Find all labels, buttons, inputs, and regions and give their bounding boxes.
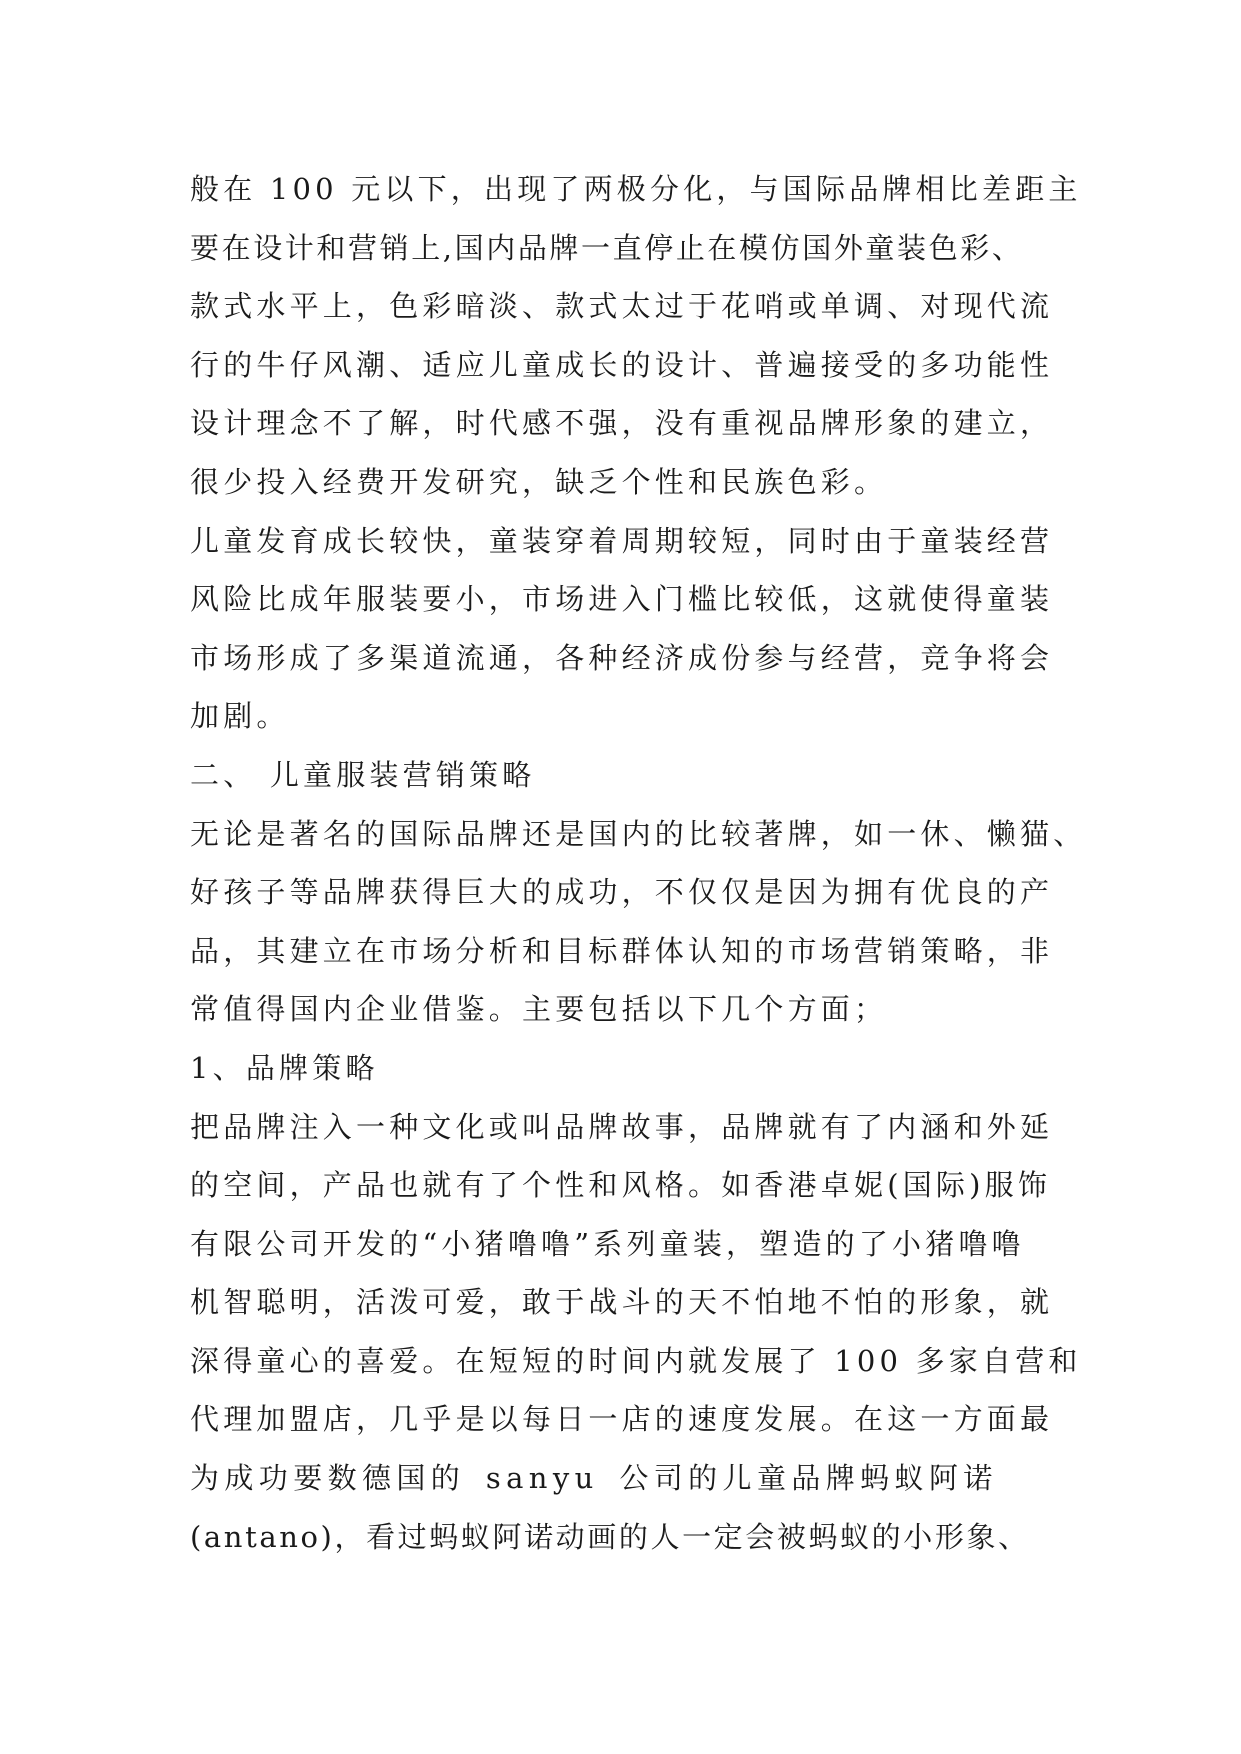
subheading-brand-strategy: 1、品牌策略 [190, 1050, 379, 1085]
document-body [190, 160, 1090, 1566]
text-line-17: 把品牌注入一种文化或叫品牌故事，品牌就有了内涵和外延 [190, 1109, 1054, 1144]
text-line-22: 代理加盟店，几乎是以每日一店的速度发展。在这一方面最 [190, 1402, 1054, 1437]
text-line-2: 要在设计和营销上,国内品牌一直停止在模仿国外童装色彩、 [190, 230, 1024, 265]
text-line-15: 常值得国内企业借鉴。主要包括以下几个方面； [190, 992, 888, 1027]
text-line-7: 儿童发育成长较快，童装穿着周期较短，同时由于童装经营 [190, 523, 1054, 558]
text-line-18: 的空间，产品也就有了个性和风格。如香港卓妮(国际)服饰 [190, 1168, 1052, 1203]
text-line-21: 深得童心的喜爱。在短短的时间内就发展了 100 多家自营和 [190, 1343, 1082, 1378]
text-line-19: 有限公司开发的“小猪噜噜”系列童装，塑造的了小猪噜噜 [190, 1226, 1025, 1261]
text-line-4: 行的牛仔风潮、适应儿童成长的设计、普遍接受的多功能性 [190, 347, 1054, 382]
text-line-13: 好孩子等品牌获得巨大的成功，不仅仅是因为拥有优良的产 [190, 875, 1054, 910]
text-line-12: 无论是著名的国际品牌还是国内的比较著牌，如一休、懒猫、 [190, 816, 1087, 851]
section-heading-marketing-strategy: 二、 儿童服装营销策略 [190, 757, 536, 792]
text-line-6: 很少投入经费开发研究，缺乏个性和民族色彩。 [190, 464, 888, 499]
text-line-1: 般在 100 元以下，出现了两极分化，与国际品牌相比差距主 [190, 172, 1082, 206]
text-line-20: 机智聪明，活泼可爱，敢于战斗的天不怕地不怕的形象，就 [190, 1285, 1054, 1320]
text-line-24: (antano)，看过蚂蚁阿诺动画的人一定会被蚂蚁的小形象、 [190, 1519, 1030, 1554]
text-line-8: 风险比成年服装要小，市场进入门槛比较低，这就使得童装 [190, 582, 1054, 617]
text-line-10: 加剧。 [190, 699, 290, 734]
text-line-9: 市场形成了多渠道流通，各种经济成份参与经营，竞争将会 [190, 640, 1054, 675]
text-line-23: 为成功要数德国的 sanyu 公司的儿童品牌蚂蚁阿诺 [190, 1461, 998, 1496]
text-line-5: 设计理念不了解，时代感不强，没有重视品牌形象的建立， [190, 406, 1054, 441]
text-line-14: 品，其建立在市场分析和目标群体认知的市场营销策略，非 [190, 933, 1054, 968]
text-line-3: 款式水平上，色彩暗淡、款式太过于花哨或单调、对现代流 [190, 289, 1054, 324]
